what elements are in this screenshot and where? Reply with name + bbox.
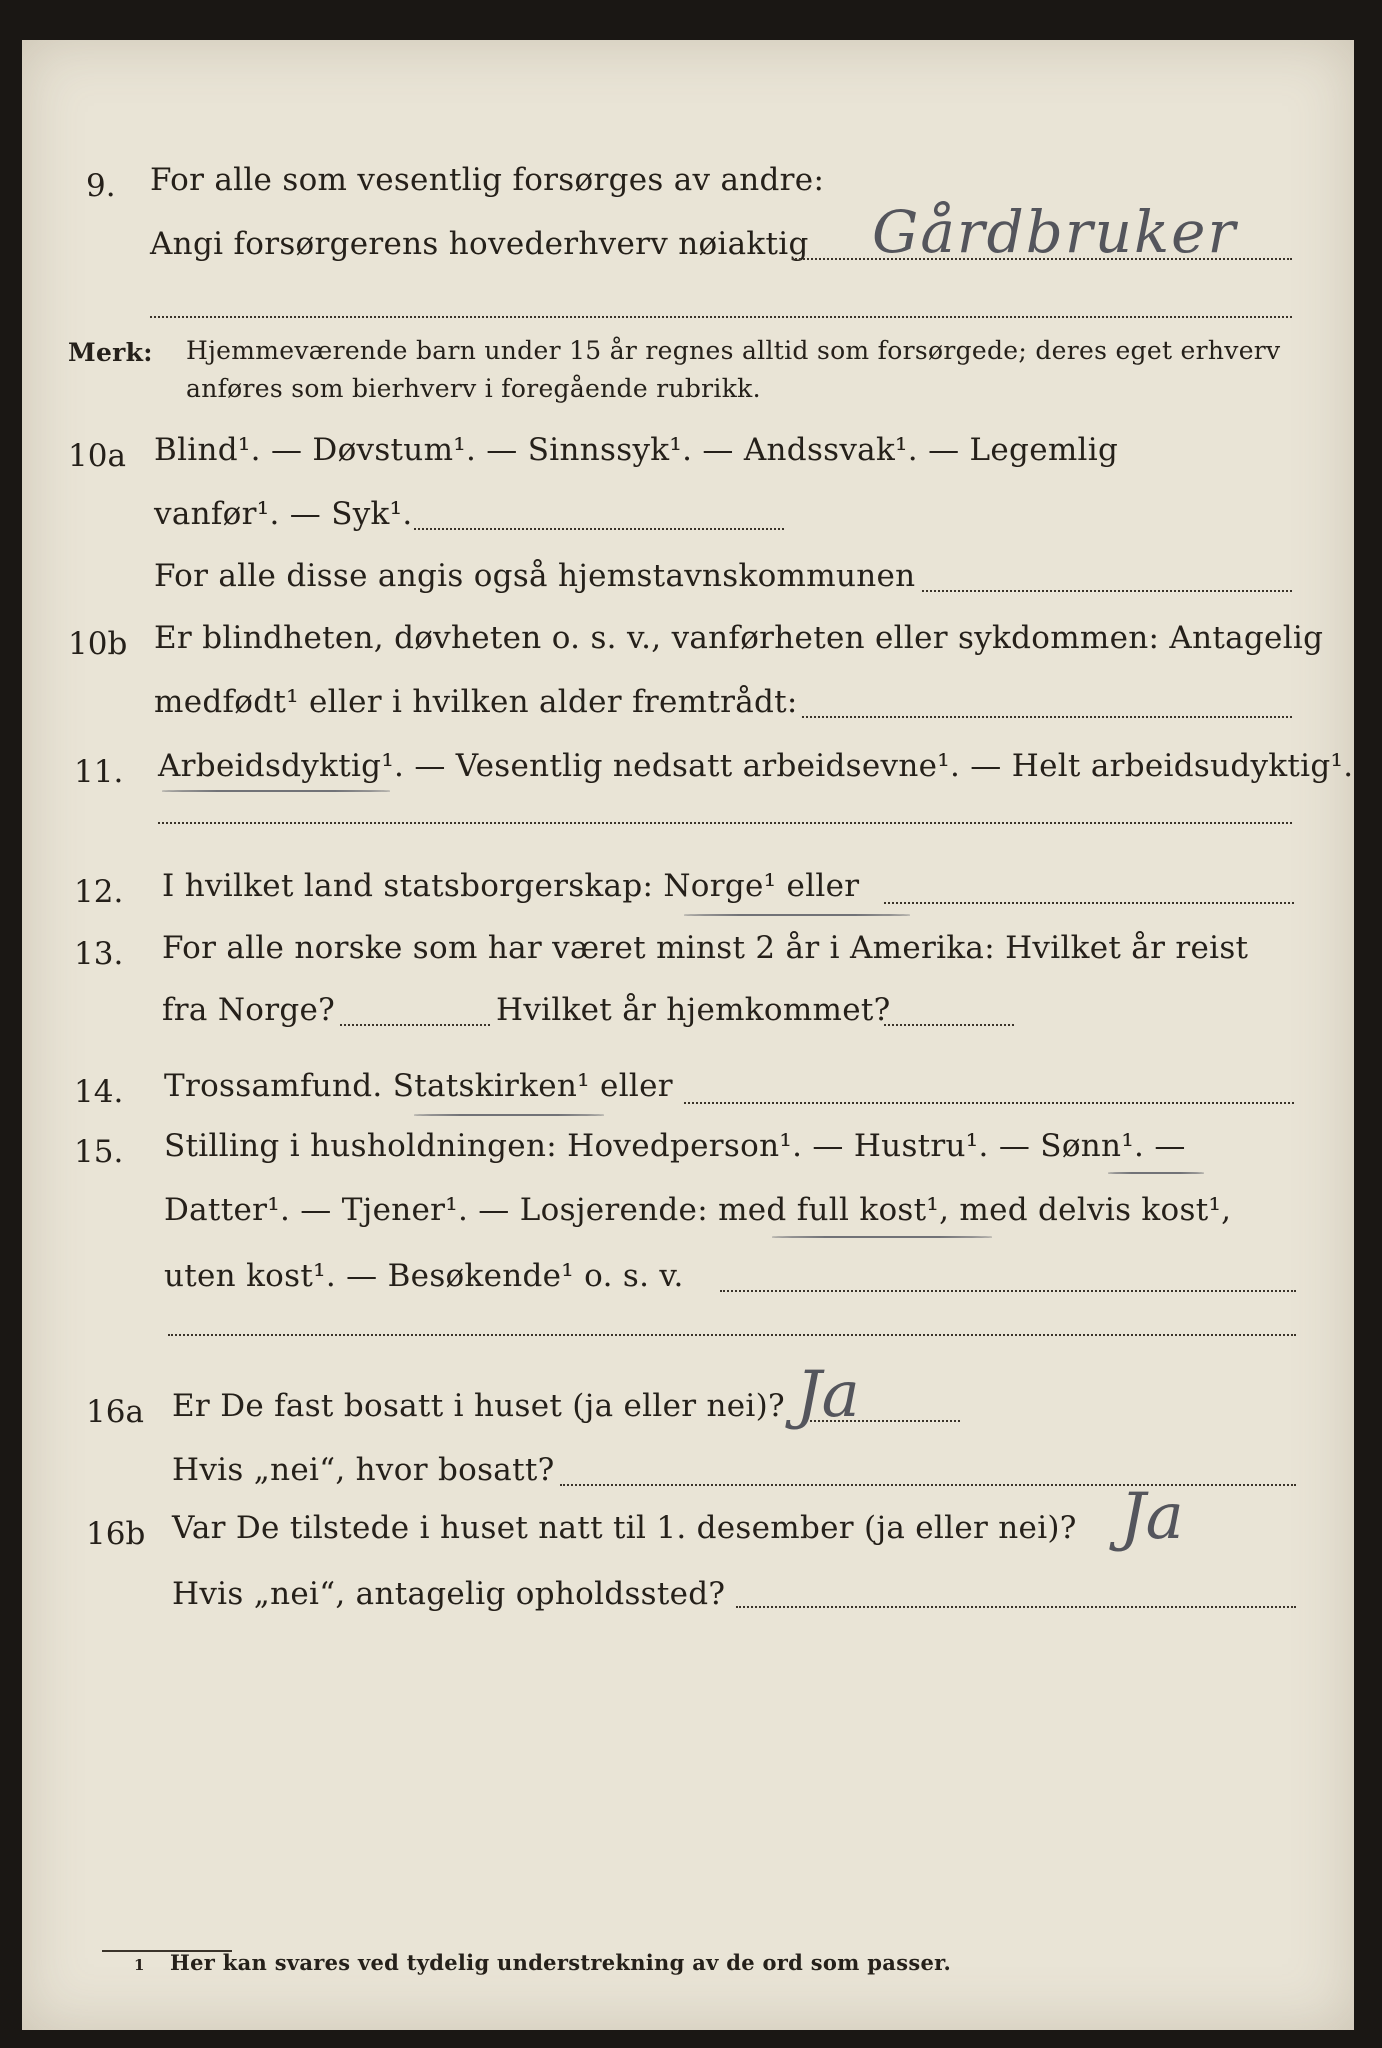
q10a-line2-dots <box>414 528 784 530</box>
q15-answer-dots <box>720 1290 1296 1292</box>
q12-handwritten-underline <box>684 914 910 916</box>
q10a-line1: Blind¹. — Døvstum¹. — Sinnssyk¹. — Andssvak¹. — Legemlig <box>154 432 1119 468</box>
q13-line1: For alle norske som har været minst 2 år i Amerika: Hvilket år reist <box>162 930 1249 966</box>
q9-number: 9. <box>86 168 116 204</box>
q13-number: 13. <box>74 936 124 972</box>
q16a-handwritten-answer: Ja <box>796 1358 860 1432</box>
merk-label: Merk: <box>68 338 153 367</box>
q16b-line2-dots <box>736 1606 1296 1608</box>
q14-line1: Trossamfund. Statskirken¹ eller <box>164 1068 673 1104</box>
q16b-line2: Hvis „nei“, antagelig opholdssted? <box>172 1576 726 1612</box>
q10a-line2: vanfør¹. — Syk¹. <box>154 496 413 532</box>
q11-extra-line <box>158 822 1292 824</box>
merk-line1: Hjemmeværende barn under 15 år regnes alltid som forsørgede; deres eget erhverv <box>186 336 1281 365</box>
footnote-text: Her kan svares ved tydelig understrekning av de ord som passer. <box>170 1950 952 1975</box>
q12-answer-dots <box>884 902 1294 904</box>
q16a-line2: Hvis „nei“, hvor bosatt? <box>172 1452 555 1488</box>
q14-number: 14. <box>74 1074 124 1110</box>
q16b-line1: Var De tilstede i huset natt til 1. desember (ja eller nei)? <box>172 1510 1077 1546</box>
q16b-handwritten-answer: Ja <box>1120 1480 1184 1554</box>
q10b-number: 10b <box>68 626 128 662</box>
footnote-mark: 1 <box>134 1956 145 1974</box>
q9-handwritten-answer: Gårdbruker <box>872 198 1238 266</box>
q9-line1: For alle som vesentlig forsørges av andre: <box>150 162 825 198</box>
q13-reist-dots <box>340 1024 490 1026</box>
q11-line1: Arbeidsdyktig¹. — Vesentlig nedsatt arbeidsevne¹. — Helt arbeidsudyktig¹. <box>158 748 1354 784</box>
merk-line2: anføres som bierhverv i foregående rubrikk. <box>186 374 761 403</box>
q10a-line3-dots <box>922 590 1292 592</box>
q9-extra-line <box>150 316 1292 318</box>
q15-extra-line <box>168 1334 1296 1336</box>
q11-number: 11. <box>74 754 124 790</box>
q12-number: 12. <box>74 874 124 910</box>
q16b-number: 16b <box>86 1516 146 1552</box>
q15-line2: Datter¹. — Tjener¹. — Losjerende: med full kost¹, med delvis kost¹, <box>164 1192 1232 1228</box>
q16a-line2-dots <box>560 1484 1296 1486</box>
q10b-line2: medfødt¹ eller i hvilken alder fremtrådt: <box>154 684 798 720</box>
q15-line3: uten kost¹. — Besøkende¹ o. s. v. <box>164 1258 684 1294</box>
q15-sonn-underline <box>1108 1172 1204 1174</box>
q14-answer-dots <box>684 1102 1294 1104</box>
q11-handwritten-underline <box>162 790 390 792</box>
q16a-number: 16a <box>86 1394 144 1430</box>
q15-fullkost-underline <box>772 1236 992 1238</box>
q13-hjemkommet-dots <box>884 1024 1014 1026</box>
q15-number: 15. <box>74 1134 124 1170</box>
q10b-line2-dots <box>802 716 1292 718</box>
q10a-line3: For alle disse angis også hjemstavnskommunen <box>154 558 916 594</box>
q14-handwritten-underline <box>414 1114 604 1116</box>
q13-line2b: Hvilket år hjemkommet? <box>496 992 891 1028</box>
q9-line2: Angi forsørgerens hovederhverv nøiaktig <box>150 226 809 262</box>
q10a-number: 10a <box>68 438 126 474</box>
q12-line1: I hvilket land statsborgerskap: Norge¹ eller <box>162 868 860 904</box>
q15-line1: Stilling i husholdningen: Hovedperson¹. — Hustru¹. — Sønn¹. — <box>164 1128 1186 1164</box>
q10b-line1: Er blindheten, døvheten o. s. v., vanførheten eller sykdommen: Antagelig <box>154 620 1324 656</box>
q16a-line1: Er De fast bosatt i huset (ja eller nei)? <box>172 1388 785 1424</box>
census-form-page <box>22 40 1354 2030</box>
q13-line2a: fra Norge? <box>162 992 336 1028</box>
